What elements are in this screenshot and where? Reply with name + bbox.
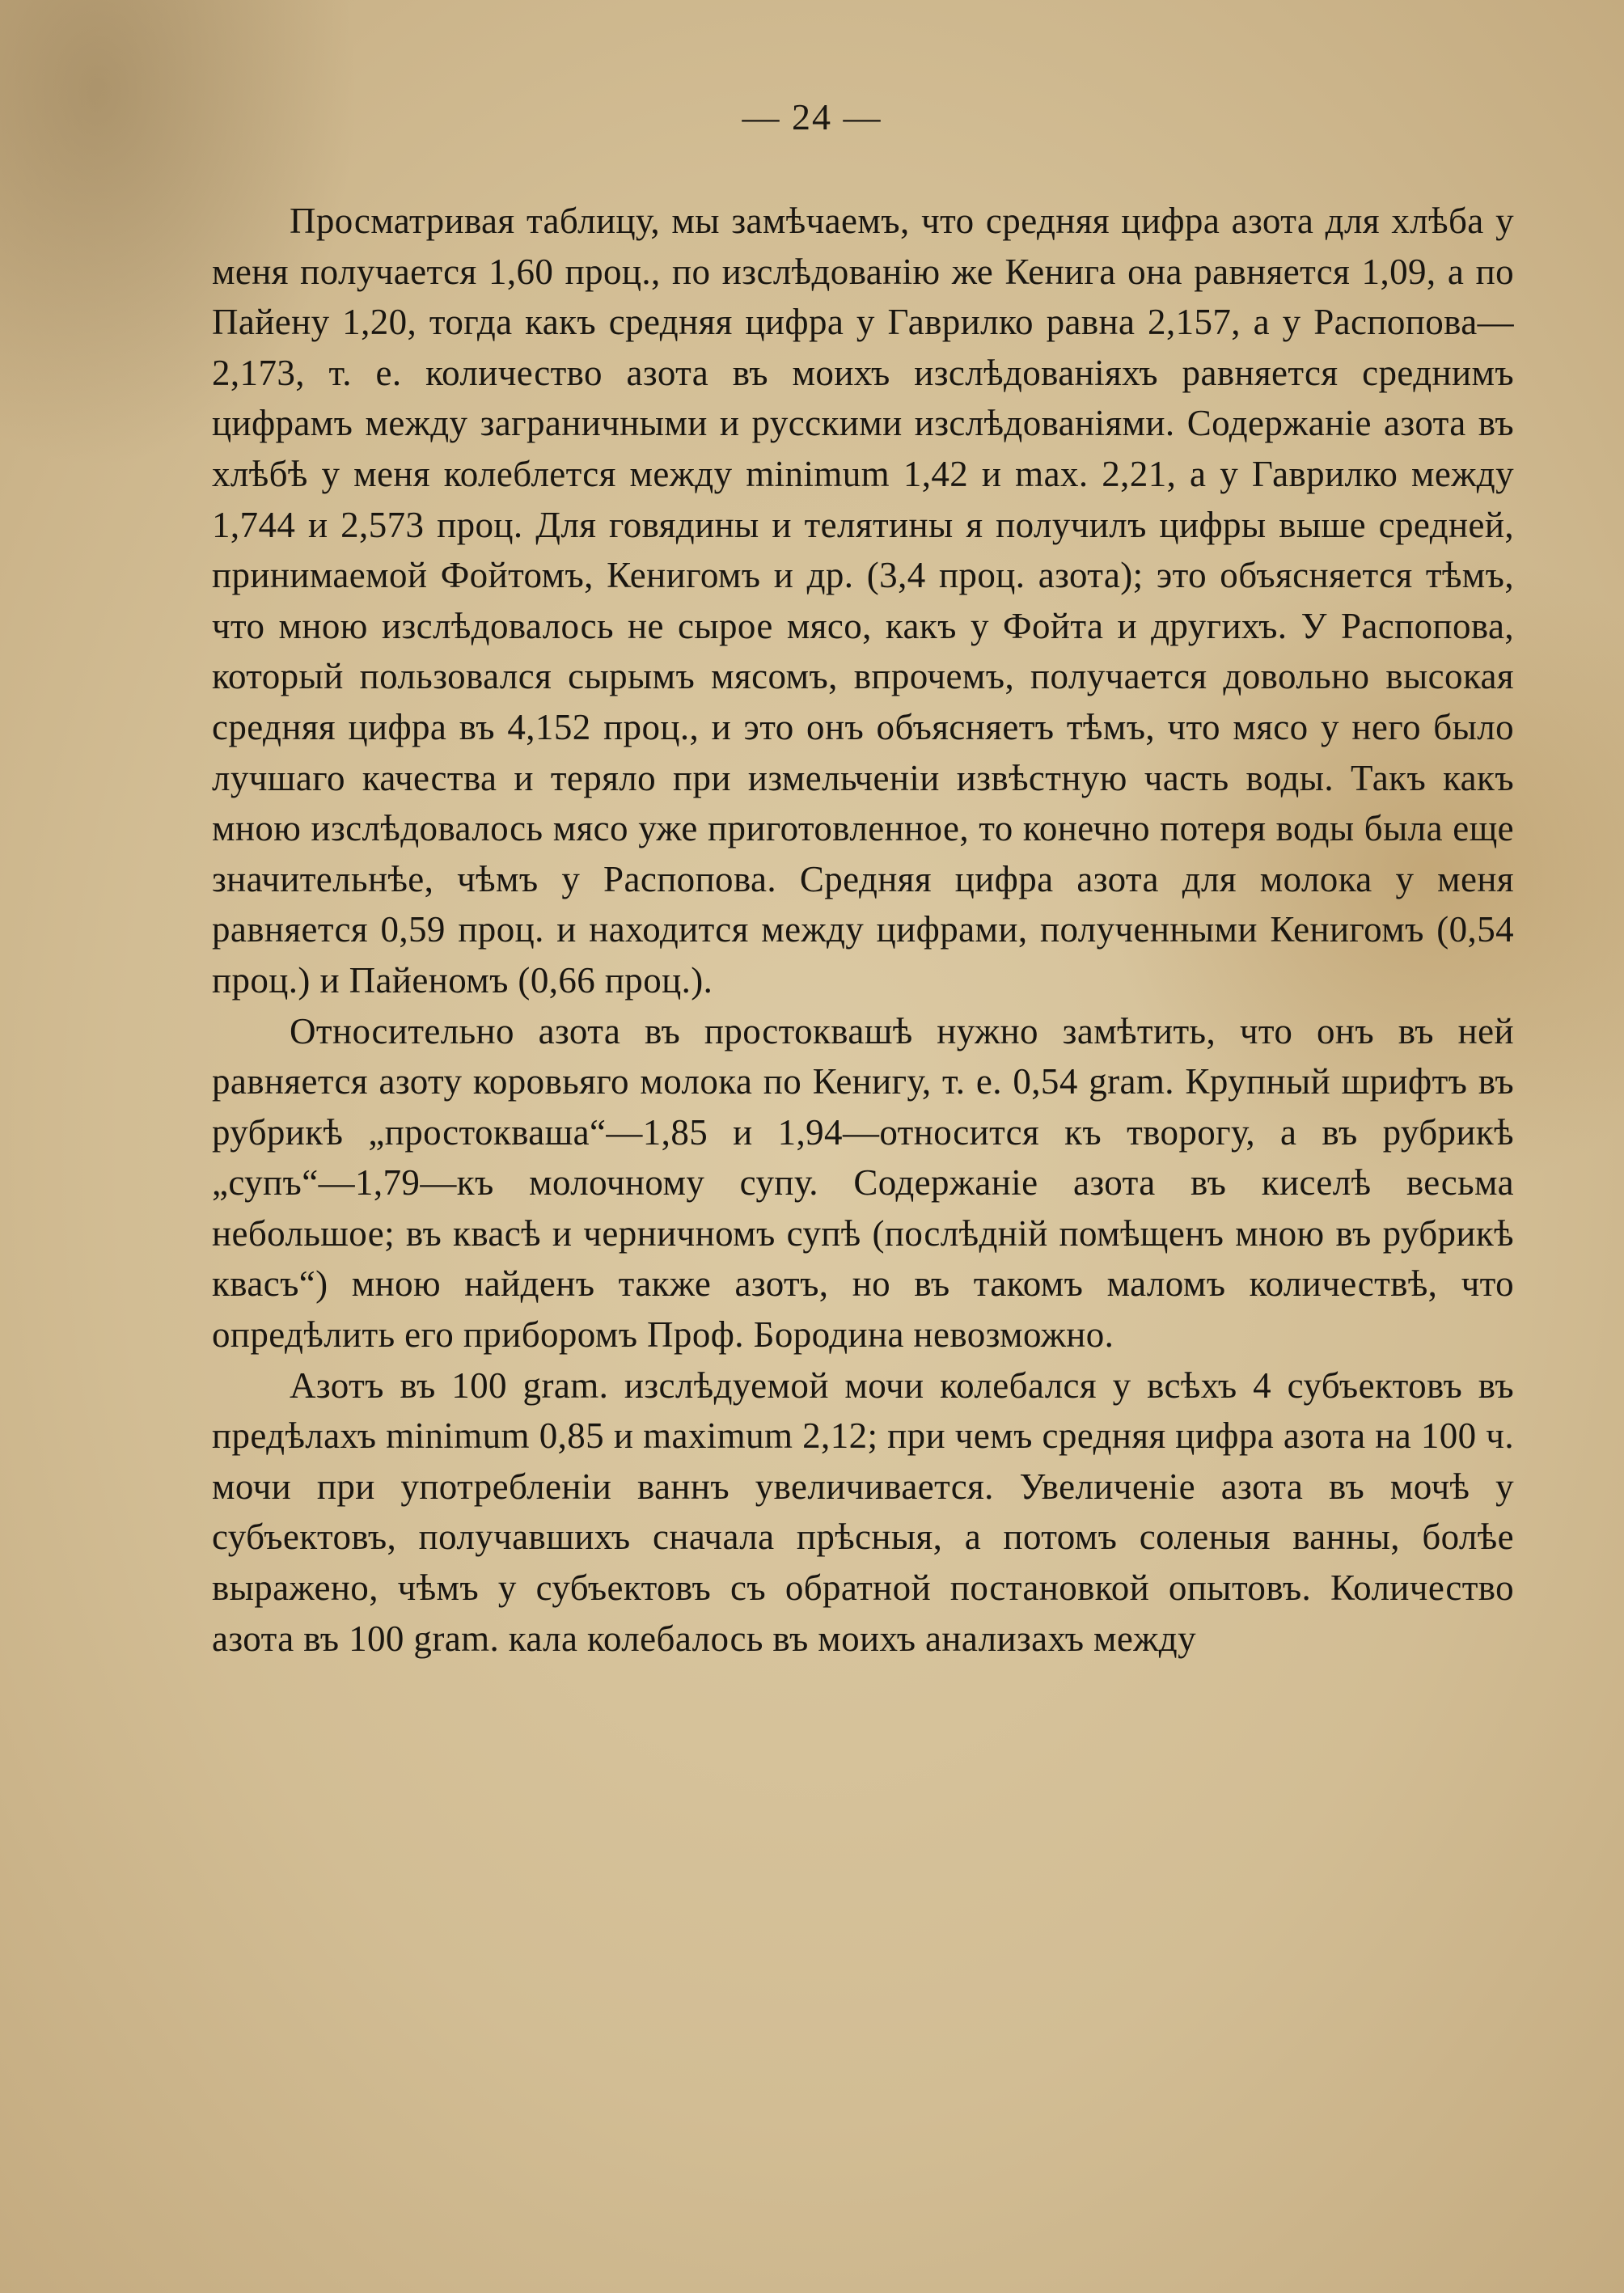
- paragraph-3: Азотъ въ 100 gram. изслѣдуемой мочи колебался у всѣхъ 4 субъектовъ въ предѣлахъ minimum 0,85 и maximum 2,12; при чемъ средняя цифра азота на 100 ч. мочи при употребленіи ваннъ увеличивается. Увеличеніе азота въ мочѣ у субъектовъ, получавшихъ сначала прѣсныя, а потомъ соленыя ванны, болѣе выражено, чѣмъ у субъектовъ съ обратной постановкой опытовъ. Количество азота въ 100 gram. кала колебалось въ моихъ анализахъ между: [212, 1364, 1514, 1659]
- page-number: — 24 —: [742, 96, 882, 137]
- paragraph-1: Просматривая таблицу, мы замѣчаемъ, что средняя цифра азота для хлѣба у меня получается 1,60 проц., по изслѣдованію же Кенига она равняется 1,09, а по Пайену 1,20, тогда какъ средняя цифра у Гаврилко равна 2,157, а у Распопова—2,173, т. е. количество азота въ моихъ изслѣдованіяхъ равняется среднимъ цифрамъ между заграничными и русскими изслѣдованіями. Содержаніе азота въ хлѣбѣ у меня колеблется между minimum 1,42 и max. 2,21, а у Гаврилко между 1,744 и 2,573 проц. Для говядины и телятины я получилъ цифры выше средней, принимаемой Фойтомъ, Кенигомъ и др. (3,4 проц. азота); это объясняется тѣмъ, что мною изслѣдовалось не сырое мясо, какъ у Фойта и другихъ. У Распопова, который пользовался сырымъ мясомъ, впрочемъ, получается довольно высокая средняя цифра въ 4,152 проц., и это онъ объясняетъ тѣмъ, что мясо у него было лучшаго качества и теряло при измельченіи извѣстную часть воды. Такъ какъ мною изслѣдовалось мясо уже приготовленное, то конечно потеря воды была еще значительнѣе, чѣмъ у Распопова. Средняя цифра азота для молока у меня равняется 0,59 проц. и находится между цифрами, полученными Кенигомъ (0,54 проц.) и Пайеномъ (0,66 проц.).: [212, 201, 1514, 1001]
- body-text: [212, 196, 1514, 1664]
- paragraph-2: Относительно азота въ простоквашѣ нужно замѣтить, что онъ въ ней равняется азоту коровьяго молока по Кенигу, т. е. 0,54 gram. Крупный шрифтъ въ рубрикѣ „простокваша“—1,85 и 1,94—относится къ творогу, а въ рубрикѣ „супъ“—1,79—къ молочному супу. Содержаніе азота въ киселѣ весьма небольшое; въ квасѣ и черничномъ супѣ (послѣдній помѣщенъ мною въ рубрикѣ квасъ“) мною найденъ также азотъ, но въ такомъ маломъ количествѣ, что опредѣлить его приборомъ Проф. Бородина невозможно.: [212, 1010, 1514, 1356]
